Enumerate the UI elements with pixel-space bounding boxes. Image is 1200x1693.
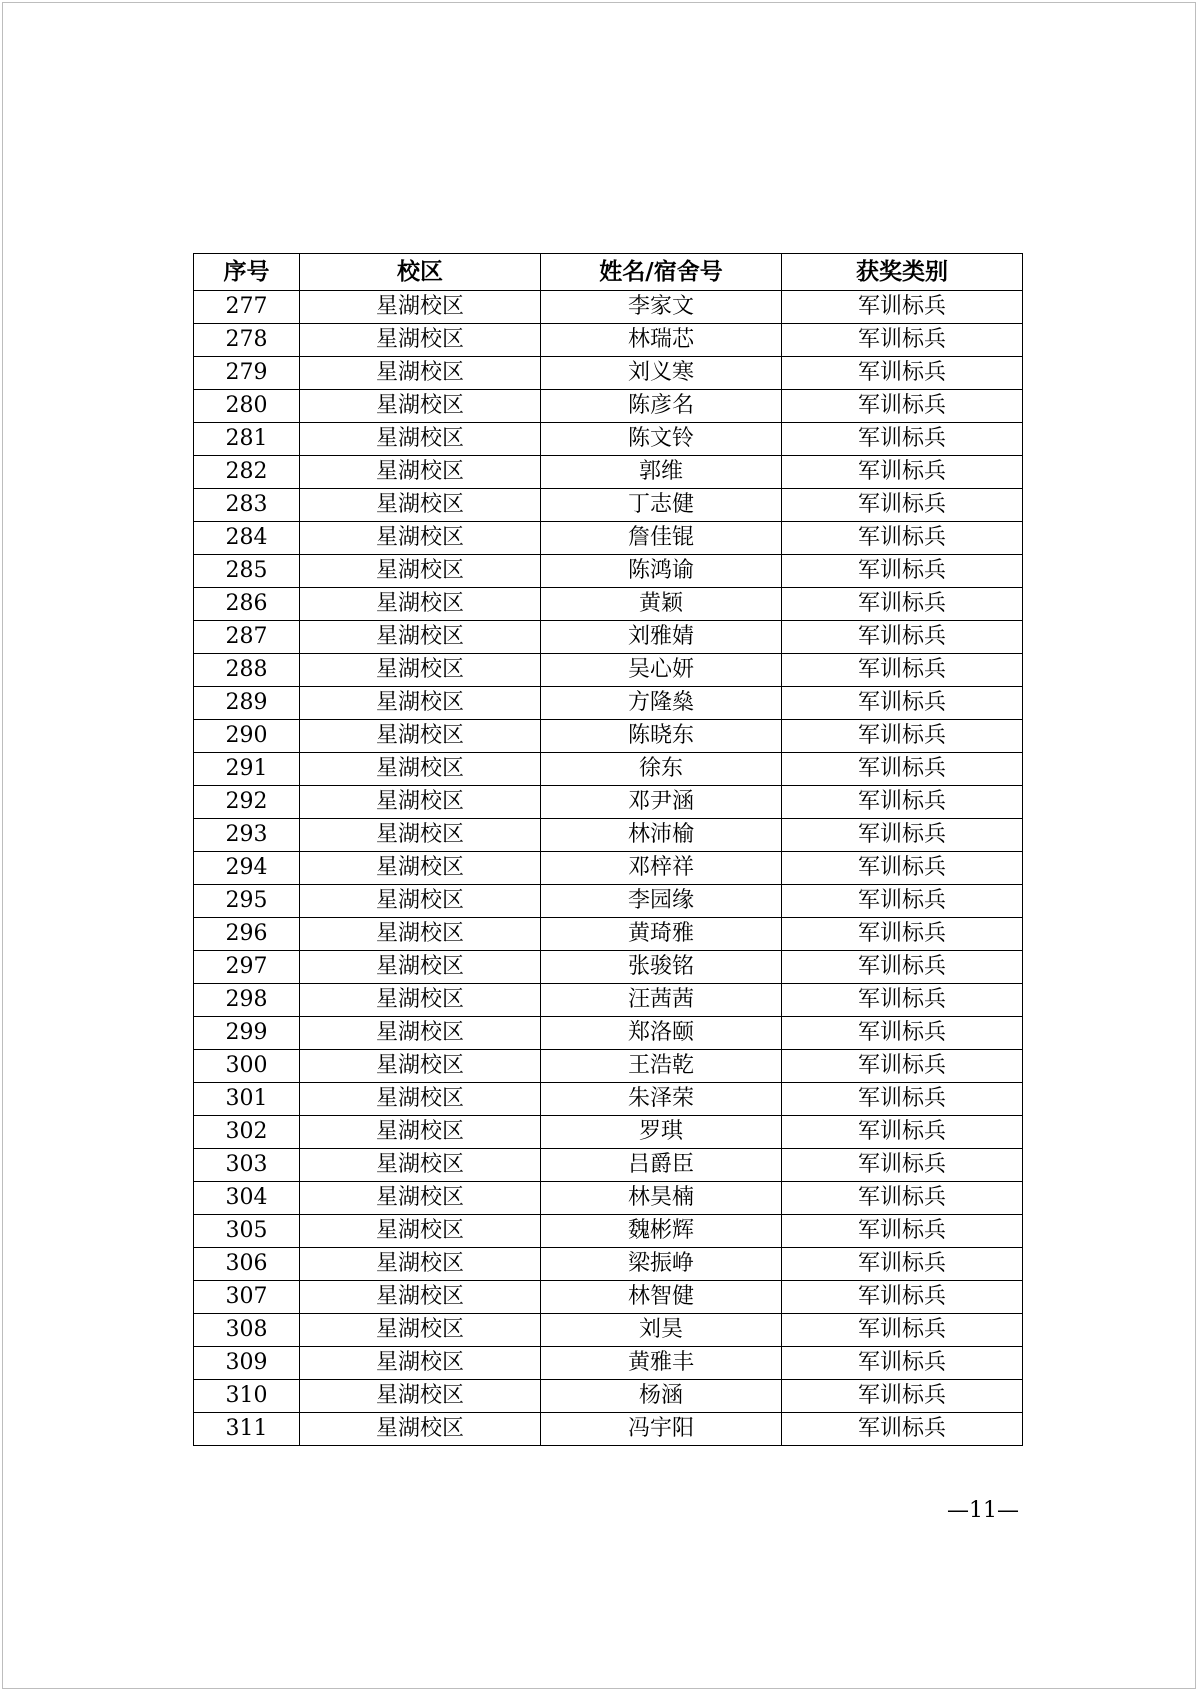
table-row [194, 621, 1023, 654]
cell-award: 军训标兵 [782, 522, 1023, 555]
cell-campus: 星湖校区 [300, 1116, 541, 1149]
cell-award: 军训标兵 [782, 819, 1023, 852]
cell-campus: 星湖校区 [300, 1050, 541, 1083]
table-row [194, 324, 1023, 357]
cell-name: 刘雅婧 [541, 621, 782, 654]
cell-award: 军训标兵 [782, 1182, 1023, 1215]
cell-campus: 星湖校区 [300, 1017, 541, 1050]
cell-award: 军训标兵 [782, 357, 1023, 390]
cell-campus: 星湖校区 [300, 1347, 541, 1380]
table-row [194, 1347, 1023, 1380]
cell-index: 288 [194, 654, 300, 687]
cell-award: 军训标兵 [782, 786, 1023, 819]
cell-name: 林智健 [541, 1281, 782, 1314]
cell-index: 278 [194, 324, 300, 357]
cell-index: 299 [194, 1017, 300, 1050]
cell-award: 军训标兵 [782, 885, 1023, 918]
table-row [194, 1413, 1023, 1446]
cell-name: 朱泽荣 [541, 1083, 782, 1116]
cell-campus: 星湖校区 [300, 1281, 541, 1314]
cell-campus: 星湖校区 [300, 918, 541, 951]
cell-award: 军训标兵 [782, 1314, 1023, 1347]
cell-campus: 星湖校区 [300, 357, 541, 390]
cell-name: 张骏铭 [541, 951, 782, 984]
cell-name: 李家文 [541, 291, 782, 324]
cell-award: 军训标兵 [782, 1017, 1023, 1050]
cell-name: 郑洛颐 [541, 1017, 782, 1050]
table-row [194, 1248, 1023, 1281]
cell-award: 军训标兵 [782, 324, 1023, 357]
cell-award: 军训标兵 [782, 423, 1023, 456]
cell-index: 291 [194, 753, 300, 786]
table-row [194, 456, 1023, 489]
cell-campus: 星湖校区 [300, 324, 541, 357]
cell-name: 林瑞芯 [541, 324, 782, 357]
cell-award: 军训标兵 [782, 291, 1023, 324]
cell-campus: 星湖校区 [300, 489, 541, 522]
cell-award: 军训标兵 [782, 753, 1023, 786]
table-row [194, 555, 1023, 588]
cell-campus: 星湖校区 [300, 1380, 541, 1413]
table-row [194, 522, 1023, 555]
cell-campus: 星湖校区 [300, 951, 541, 984]
cell-campus: 星湖校区 [300, 555, 541, 588]
cell-campus: 星湖校区 [300, 1314, 541, 1347]
table-row [194, 885, 1023, 918]
cell-award: 军训标兵 [782, 984, 1023, 1017]
table-row [194, 753, 1023, 786]
cell-index: 290 [194, 720, 300, 753]
cell-award: 军训标兵 [782, 1215, 1023, 1248]
table-row [194, 786, 1023, 819]
table-row [194, 654, 1023, 687]
cell-name: 汪茜茜 [541, 984, 782, 1017]
cell-index: 286 [194, 588, 300, 621]
cell-award: 军训标兵 [782, 1281, 1023, 1314]
cell-award: 军训标兵 [782, 687, 1023, 720]
cell-award: 军训标兵 [782, 654, 1023, 687]
cell-name: 黄琦雅 [541, 918, 782, 951]
header-award-type: 获奖类别 [782, 254, 1023, 291]
table-row [194, 1116, 1023, 1149]
cell-index: 303 [194, 1149, 300, 1182]
table-row [194, 1182, 1023, 1215]
cell-name: 刘义寒 [541, 357, 782, 390]
header-campus: 校区 [300, 254, 541, 291]
cell-index: 287 [194, 621, 300, 654]
cell-index: 285 [194, 555, 300, 588]
table-row [194, 687, 1023, 720]
cell-index: 293 [194, 819, 300, 852]
cell-campus: 星湖校区 [300, 621, 541, 654]
cell-name: 吴心妍 [541, 654, 782, 687]
cell-campus: 星湖校区 [300, 984, 541, 1017]
cell-campus: 星湖校区 [300, 720, 541, 753]
table-row [194, 291, 1023, 324]
header-name-dorm: 姓名/宿舍号 [541, 254, 782, 291]
cell-name: 刘昊 [541, 1314, 782, 1347]
cell-campus: 星湖校区 [300, 1182, 541, 1215]
cell-campus: 星湖校区 [300, 786, 541, 819]
cell-index: 311 [194, 1413, 300, 1446]
table-row [194, 918, 1023, 951]
cell-index: 308 [194, 1314, 300, 1347]
cell-name: 陈彦名 [541, 390, 782, 423]
cell-index: 301 [194, 1083, 300, 1116]
cell-award: 军训标兵 [782, 1347, 1023, 1380]
cell-campus: 星湖校区 [300, 1248, 541, 1281]
cell-name: 詹佳锟 [541, 522, 782, 555]
cell-index: 289 [194, 687, 300, 720]
table-row [194, 357, 1023, 390]
cell-index: 310 [194, 1380, 300, 1413]
cell-name: 梁振峥 [541, 1248, 782, 1281]
cell-index: 295 [194, 885, 300, 918]
cell-campus: 星湖校区 [300, 753, 541, 786]
cell-index: 277 [194, 291, 300, 324]
table-row [194, 951, 1023, 984]
cell-index: 281 [194, 423, 300, 456]
cell-award: 军训标兵 [782, 1380, 1023, 1413]
page-number: —11— [947, 1498, 1019, 1523]
cell-campus: 星湖校区 [300, 819, 541, 852]
cell-award: 军训标兵 [782, 1083, 1023, 1116]
cell-award: 军训标兵 [782, 1050, 1023, 1083]
cell-index: 305 [194, 1215, 300, 1248]
table-row [194, 423, 1023, 456]
table-row [194, 852, 1023, 885]
cell-index: 298 [194, 984, 300, 1017]
cell-name: 陈鸿谕 [541, 555, 782, 588]
cell-campus: 星湖校区 [300, 1083, 541, 1116]
cell-award: 军训标兵 [782, 1413, 1023, 1446]
cell-name: 丁志健 [541, 489, 782, 522]
header-index: 序号 [194, 254, 300, 291]
table-row [194, 984, 1023, 1017]
cell-award: 军训标兵 [782, 918, 1023, 951]
cell-campus: 星湖校区 [300, 522, 541, 555]
cell-name: 郭维 [541, 456, 782, 489]
cell-award: 军训标兵 [782, 951, 1023, 984]
cell-name: 杨涵 [541, 1380, 782, 1413]
table-row [194, 1083, 1023, 1116]
cell-name: 冯宇阳 [541, 1413, 782, 1446]
cell-name: 邓梓祥 [541, 852, 782, 885]
cell-index: 306 [194, 1248, 300, 1281]
cell-award: 军训标兵 [782, 852, 1023, 885]
cell-award: 军训标兵 [782, 1248, 1023, 1281]
cell-campus: 星湖校区 [300, 423, 541, 456]
table-row [194, 1380, 1023, 1413]
cell-name: 黄颖 [541, 588, 782, 621]
cell-name: 黄雅丰 [541, 1347, 782, 1380]
cell-name: 邓尹涵 [541, 786, 782, 819]
table-row [194, 588, 1023, 621]
cell-campus: 星湖校区 [300, 291, 541, 324]
cell-index: 296 [194, 918, 300, 951]
cell-name: 林昊楠 [541, 1182, 782, 1215]
cell-campus: 星湖校区 [300, 1149, 541, 1182]
cell-index: 279 [194, 357, 300, 390]
cell-name: 李园缘 [541, 885, 782, 918]
cell-award: 军训标兵 [782, 489, 1023, 522]
cell-campus: 星湖校区 [300, 1215, 541, 1248]
cell-award: 军训标兵 [782, 621, 1023, 654]
cell-award: 军训标兵 [782, 555, 1023, 588]
cell-campus: 星湖校区 [300, 654, 541, 687]
cell-campus: 星湖校区 [300, 885, 541, 918]
table-row [194, 720, 1023, 753]
cell-award: 军训标兵 [782, 720, 1023, 753]
cell-campus: 星湖校区 [300, 1413, 541, 1446]
table-body [194, 291, 1023, 1446]
cell-index: 294 [194, 852, 300, 885]
cell-name: 方隆燊 [541, 687, 782, 720]
cell-name: 吕爵臣 [541, 1149, 782, 1182]
cell-index: 283 [194, 489, 300, 522]
cell-index: 300 [194, 1050, 300, 1083]
table-row [194, 1281, 1023, 1314]
cell-name: 林沛榆 [541, 819, 782, 852]
cell-name: 王浩乾 [541, 1050, 782, 1083]
cell-index: 297 [194, 951, 300, 984]
cell-campus: 星湖校区 [300, 456, 541, 489]
cell-index: 284 [194, 522, 300, 555]
awards-table [193, 253, 1023, 1446]
cell-award: 军训标兵 [782, 588, 1023, 621]
cell-name: 罗琪 [541, 1116, 782, 1149]
cell-award: 军训标兵 [782, 1116, 1023, 1149]
table-row [194, 489, 1023, 522]
cell-campus: 星湖校区 [300, 687, 541, 720]
cell-index: 280 [194, 390, 300, 423]
cell-campus: 星湖校区 [300, 390, 541, 423]
cell-campus: 星湖校区 [300, 588, 541, 621]
cell-name: 魏彬辉 [541, 1215, 782, 1248]
cell-name: 徐东 [541, 753, 782, 786]
cell-index: 302 [194, 1116, 300, 1149]
table-header-row [194, 254, 1023, 291]
cell-index: 282 [194, 456, 300, 489]
cell-index: 309 [194, 1347, 300, 1380]
cell-name: 陈文铃 [541, 423, 782, 456]
cell-index: 292 [194, 786, 300, 819]
cell-name: 陈晓东 [541, 720, 782, 753]
table-row [194, 1017, 1023, 1050]
table-row [194, 390, 1023, 423]
cell-award: 军训标兵 [782, 390, 1023, 423]
cell-index: 307 [194, 1281, 300, 1314]
cell-award: 军训标兵 [782, 1149, 1023, 1182]
cell-award: 军训标兵 [782, 456, 1023, 489]
cell-index: 304 [194, 1182, 300, 1215]
cell-campus: 星湖校区 [300, 852, 541, 885]
table-row [194, 1215, 1023, 1248]
table-row [194, 1149, 1023, 1182]
table-row [194, 1314, 1023, 1347]
table-row [194, 1050, 1023, 1083]
table-row [194, 819, 1023, 852]
